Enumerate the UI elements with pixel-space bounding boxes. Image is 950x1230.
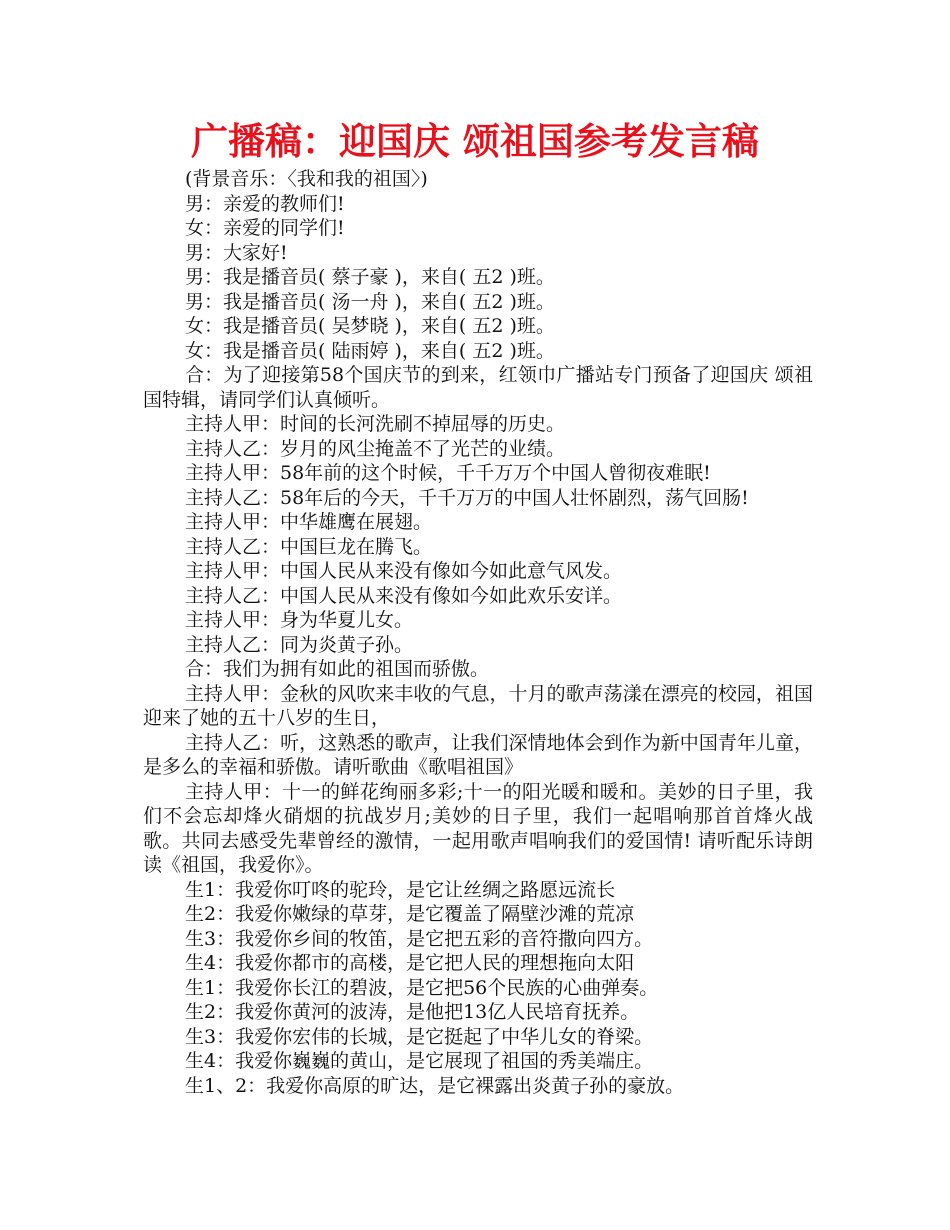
document-paragraph: 主持人甲：中华雄鹰在展翅。 — [185, 511, 433, 533]
document-paragraph: 生2：我爱你嫩绿的草芽，是它覆盖了隔壁沙滩的荒凉 — [185, 903, 635, 925]
document-paragraph: 生4：我爱你都市的高楼，是它把人民的理想拖向太阳 — [185, 952, 635, 974]
document-paragraph: 生4：我爱你巍巍的黄山，是它展现了祖国的秀美端庄。 — [185, 1050, 654, 1072]
document-paragraph: 男：大家好! — [185, 241, 288, 264]
document-paragraph: 主持人乙：中国巨龙在腾飞。 — [185, 535, 433, 558]
document-paragraph: 男：我是播音员( 蔡子豪 )，来自( 五2 )班。 — [185, 266, 555, 288]
document-paragraph: 生1：我爱你叮咚的驼玲，是它让丝绸之路愿远流长 — [185, 878, 616, 901]
document-paragraph: 主持人乙：听，这熟悉的歌声，让我们深情地体会到作为新中国青年儿童，是多么的幸福和骄傲。请听歌曲《歌唱祖国》 — [143, 731, 813, 778]
document-paragraph: 生3：我爱你宏伟的长城，是它挺起了中华儿女的脊梁。 — [185, 1025, 654, 1048]
document-paragraph: 女：亲爱的同学们! — [185, 217, 345, 239]
document-paragraph: 主持人乙：58年后的今天，千千万万的中国人壮怀剧烈，荡气回肠! — [185, 486, 749, 509]
document-paragraph: 生1：我爱你长江的碧波，是它把56个民族的心曲弹奏。 — [185, 976, 659, 999]
document-paragraph: 主持人甲：中国人民从来没有像如今如此意气风发。 — [185, 560, 623, 582]
document-paragraph: 主持人乙：同为炎黄子孙。 — [185, 633, 414, 656]
document-paragraph: (背景音乐：〈我和我的祖国〉) — [185, 168, 428, 190]
document-paragraph: 生2：我爱你黄河的波涛，是他把13亿人民培育抚养。 — [185, 1001, 640, 1023]
document-paragraph: 主持人乙：中国人民从来没有像如今如此欢乐安详。 — [185, 584, 623, 607]
document-paragraph: 主持人乙：岁月的风尘掩盖不了光芒的业绩。 — [185, 437, 566, 460]
document-body — [143, 167, 813, 1098]
document-paragraph: 女：我是播音员( 吴梦晓 )，来自( 五2 )班。 — [185, 315, 555, 337]
document-paragraph: 主持人甲：时间的长河洗刷不掉屈辱的历史。 — [185, 413, 566, 435]
document-paragraph: 生1、2：我爱你高原的旷达，是它裸露出炎黄子孙的豪放。 — [185, 1074, 685, 1097]
document-paragraph: 女：我是播音员( 陆雨婷 )，来自( 五2 )班。 — [185, 339, 555, 362]
document-paragraph: 合：我们为拥有如此的祖国而骄傲。 — [185, 658, 490, 680]
document-paragraph: 主持人甲：十一的鲜花绚丽多彩;十一的阳光暖和暖和。美妙的日子里，我们不会忘却烽火硝烟的抗战岁月;美妙的日子里，我们一起唱响那首首烽火战歌。共同去感受先辈曾经的激情，一起用歌声唱响我们的爱国情! 请听配乐诗朗读《祖国，我爱你》。 — [143, 780, 813, 876]
document-paragraph: 主持人甲：58年前的这个时候，千千万万个中国人曾彻夜难眠! — [185, 462, 711, 484]
document-paragraph: 主持人甲：金秋的风吹来丰收的气息，十月的歌声荡漾在漂亮的校园，祖国迎来了她的五十八岁的生日， — [143, 682, 813, 729]
document-paragraph: 主持人甲：身为华夏儿女。 — [185, 609, 414, 631]
document-paragraph: 合：为了迎接第58个国庆节的到来，红领巾广播站专门预备了迎国庆 颂祖国特辑，请同学们认真倾听。 — [143, 364, 813, 411]
document-paragraph: 男：亲爱的教师们! — [185, 192, 345, 215]
document-paragraph: 生3：我爱你乡间的牧笛，是它把五彩的音符撒向四方。 — [185, 927, 654, 950]
document-title: 广播稿：迎国庆 颂祖国参考发言稿 — [191, 120, 759, 163]
document-paragraph: 男：我是播音员( 汤一舟 )，来自( 五2 )班。 — [185, 290, 555, 313]
